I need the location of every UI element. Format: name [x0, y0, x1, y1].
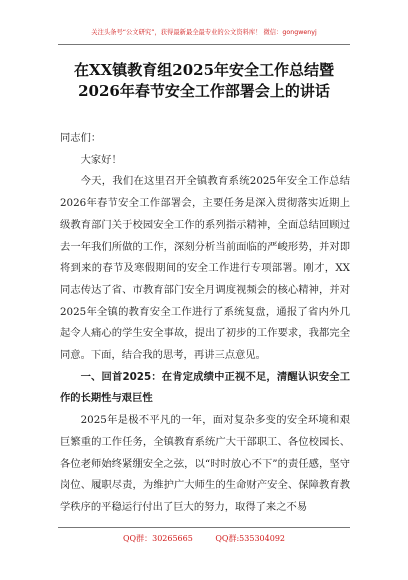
footer-contacts: [0, 533, 408, 544]
section-heading-1: 一、回首2025：在肯定成绩中正视不足，清醒认识安全工作的长期性与艰巨性: [60, 370, 350, 405]
salutation: 同志们：: [60, 132, 102, 144]
footer-qq-group-1: QQ群：30265665: [122, 534, 193, 543]
paragraph-intro: 今天，我们在这里召开全镇教育系统2025年安全工作总结2026年春节安全工作部署会，主要任务是深入贯彻落实近期上级教育部门关于校园安全工作的系列指示精神，全面总结回顾过去一年我们所做的工作，深刻分析当前面临的严峻形势，并对即将到来的春节及寒假期间的安全工作进行专项部署。刚才，XX同志传达了省、市教育部门安全月调度视频会的核心精神，并对2025年全镇的教育安全工作进行了系统复盘，通报了省内外几起令人痛心的学生安全事故，提出了初步的工作要求，我都完全同意。下面，结合我的思考，再讲三点意见。: [60, 175, 350, 362]
title-line-2: 2026年春节安全工作部署会上的讲话: [78, 82, 330, 100]
document-title: [0, 60, 408, 102]
header-promo-note: 关注头条号“公文研究”，获得最新最全最专业的公文资料库！ 微信：gongwenyj: [91, 29, 317, 36]
footer-qq-group-2: QQ群:535304092: [215, 534, 285, 543]
paragraph-section-1: 2025年是极不平凡的一年，面对复杂多变的安全环境和艰巨繁重的工作任务，全镇教育系统广大干部职工、各位校园长、各位老师始终紧绷安全之弦，以“时时放心不下”的责任感，坚守岗位、履职尽责，为维护广大师生的生命财产安全、保障教育教学秩序的平稳运行付出了巨大的努力，取得了来之不易: [60, 414, 350, 513]
greeting: 大家好！: [80, 153, 122, 166]
footer-divider: [58, 527, 350, 528]
header-divider: [58, 44, 350, 45]
document-body: [60, 128, 350, 519]
title-line-1: 在XX镇教育组2025年安全工作总结暨: [73, 61, 335, 79]
